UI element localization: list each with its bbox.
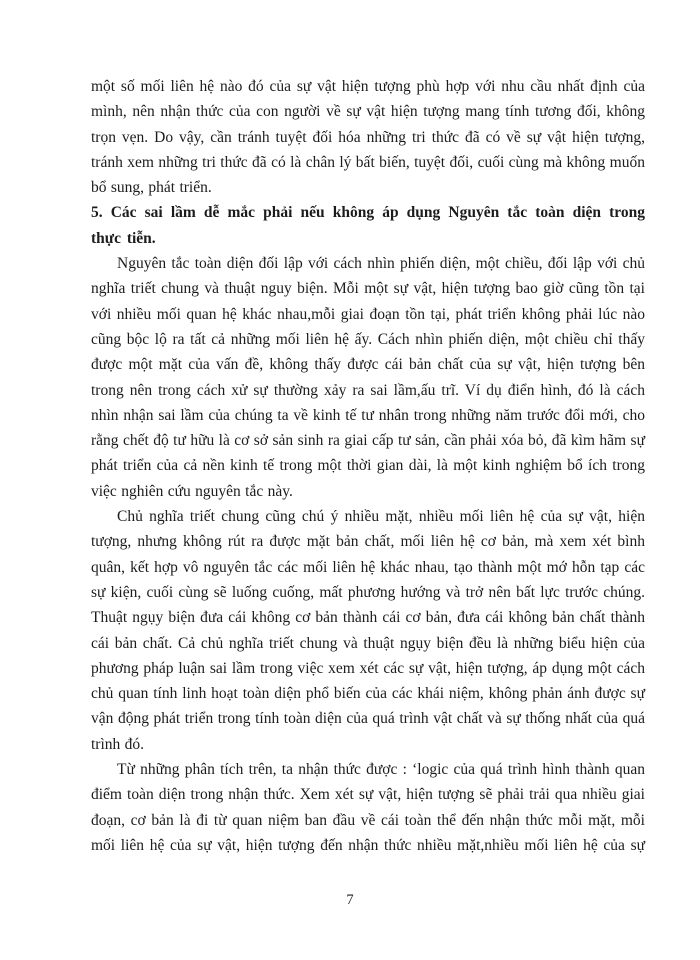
- paragraph-continuation: một số mối liên hệ nào đó của sự vật hiện tượng phù hợp với nhu cầu nhất định của mình, nên nhận thức của con người về sự vật hiện tượng mang tính tương đối, không trọn vẹn. Do vậy, cần tránh tuyệt đối hóa những tri thức đã có về sự vật hiện tượng, tránh xem những tri thức đã có là chân lý bất biến, tuyệt đối, cuối cùng mà không muốn bổ sung, phát triển.: [91, 78, 645, 197]
- text-block: [91, 74, 645, 858]
- page-number: 7: [346, 892, 354, 908]
- paragraph: Nguyên tắc toàn diện đối lập với cách nhìn phiến diện, một chiều, đối lập với chủ nghĩa triết chung và thuật nguy biện. Mỗi một sự vật, hiện tượng bao giờ cũng tồn tại với nhiều mối quan hệ khác nhau,mỗi giai đoạn tồn tại, phát triển không phải lúc nào cũng bộc lộ ra tất cả những mối liên hệ ấy. Cách nhìn phiến diện, một chiều chỉ thấy được một mặt của vấn đề, không thấy được cái bản chất của sự vật, hiện tượng bên trong nên trong cách xử sự thường xảy ra sai lầm,ấu trĩ. Ví dụ điển hình, đó là cách nhìn nhận sai lầm của chúng ta về kinh tế tư nhân trong những năm trước đổi mới, cho rằng chết độ tư hữu là cơ sở sản sinh ra giai cấp tư sản, cần phải xóa bỏ, đã kìm hãm sự phát triển của cả nền kinh tế trong một thời gian dài, là một kinh nghiệm bổ ích trong việc nghiên cứu nguyên tắc này.: [91, 255, 645, 500]
- section-heading: 5. Các sai lầm dễ mắc phải nếu không áp dụng Nguyên tắc toàn diện trong thực tiễn.: [91, 204, 645, 247]
- paragraph: Chủ nghĩa triết chung cũng chú ý nhiều mặt, nhiều mối liên hệ của sự vật, hiện tượng, nhưng không rút ra được mặt bản chất, mối liên hệ cơ bản, mà xem xét bình quân, kết hợp vô nguyên tắc các mối liên hệ khác nhau, tạo thành một mớ hỗn tạp các sự kiện, cuối cùng sẽ luống cuống, mất phương hướng và trở nên bất lực trước chúng. Thuật ngụy biện đưa cái không cơ bản thành cái cơ bản, đưa cái không bản chất thành cái bản chất. Cả chủ nghĩa triết chung và thuật ngụy biện đều là những biểu hiện của phương pháp luận sai lầm trong việc xem xét các sự vật, hiện tượng, áp dụng một cách chủ quan tính linh hoạt toàn diện phổ biến của các khái niệm, không phản ánh được sự vận động phát triển trong tính toàn diện của quá trình vật chất và sự thống nhất của quá trình đó.: [91, 508, 645, 753]
- paragraph: Từ những phân tích trên, ta nhận thức được : ‘logic của quá trình hình thành quan điểm toàn diện trong nhận thức. Xem xét sự vật, hiện tượng sẽ phải trải qua nhiều giai đoạn, cơ bản là đi từ quan niệm ban đầu về cái toàn thể đến nhận thức mỗi mặt, mỗi mối liên hệ của sự vật, hiện tượng đến nhận thức nhiều mặt,nhiều mối liên hệ của sự: [91, 761, 645, 854]
